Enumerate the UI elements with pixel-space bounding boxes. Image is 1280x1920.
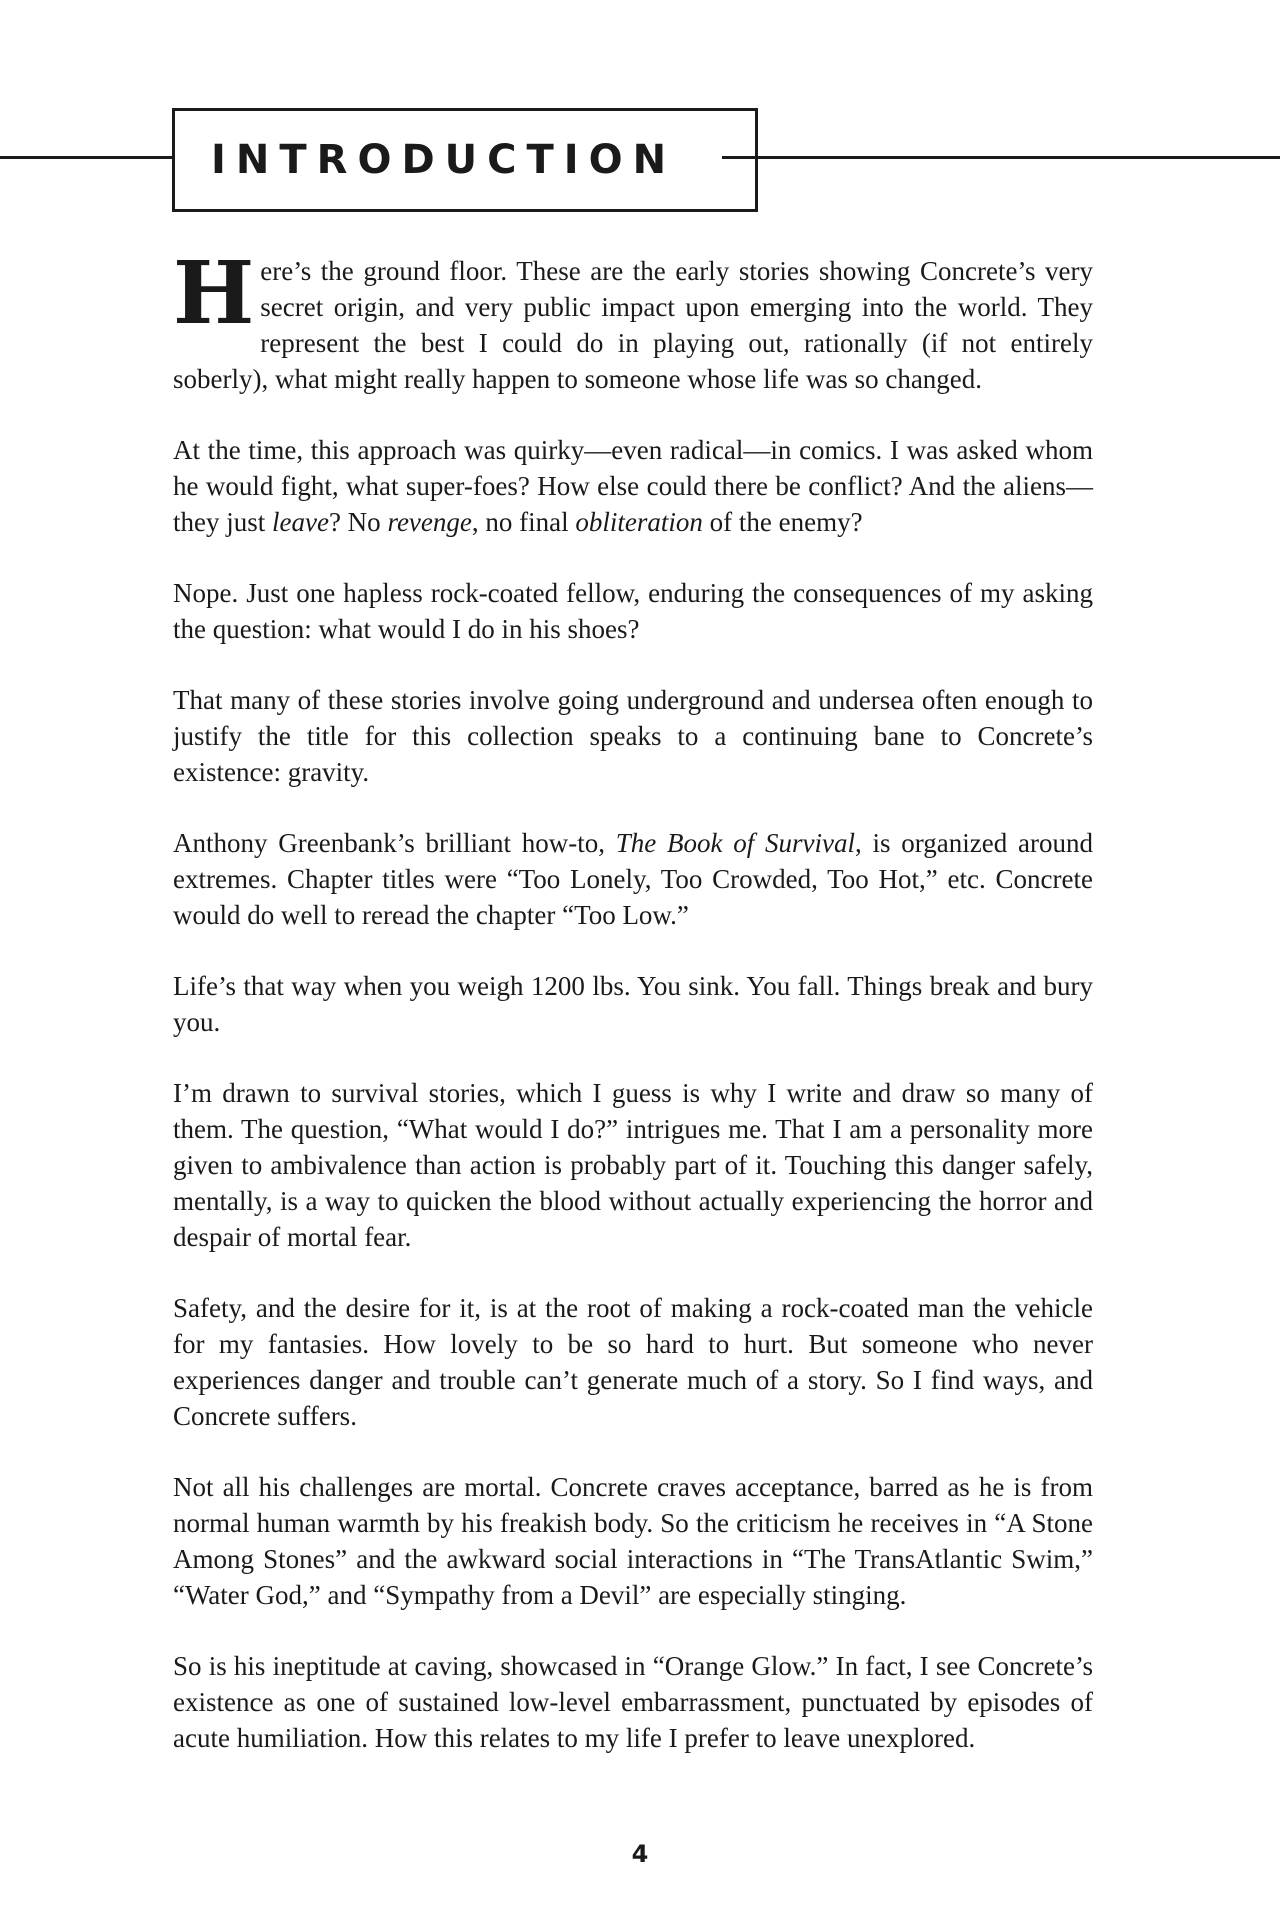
page-title: INTRODUCTION (211, 137, 677, 183)
paragraph-5-text-b: , is organized around extremes. Chapter titles were “Too Lonely, Too Crowded, Too Hot,” etc. Concrete would do well to reread the chapter “Too Low.” (173, 828, 1093, 930)
header-rule-left (0, 156, 172, 159)
paragraph-1 (173, 243, 1093, 397)
paragraph-4: That many of these stories involve going underground and undersea often enough to justify the title for this collection speaks to a continuing bane to Concrete’s existence: gravity. (173, 685, 1093, 787)
paragraph-2-text-a: At the time, this approach was quirky—even radical—in comics. I was asked whom he would fight, what super-foes? How else could there be conflict? And the aliens—they just (173, 435, 1093, 537)
paragraph-3: Nope. Just one hapless rock-coated fellow, enduring the consequences of my asking the question: what would I do in his shoes? (173, 578, 1093, 644)
paragraph-9: Not all his challenges are mortal. Concrete craves acceptance, barred as he is from normal human warmth by his freakish body. So the criticism he receives in “A Stone Among Stones” and the awkward social interactions in “The TransAtlantic Swim,” “Water God,” and “Sympathy from a Devil” are especially stinging. (173, 1472, 1093, 1610)
paragraph-5 (173, 825, 1093, 933)
paragraph-2-text-c: , no final (471, 507, 576, 537)
book-title: The Book of Survival (615, 828, 855, 858)
body-text (173, 243, 1093, 1791)
emphasis-obliteration: obliteration (575, 507, 703, 537)
emphasis-leave: leave (272, 507, 329, 537)
paragraph-2 (173, 432, 1093, 540)
paragraph-6: Life’s that way when you weigh 1200 lbs. You sink. You fall. Things break and bury you. (173, 971, 1093, 1037)
emphasis-revenge: revenge (387, 507, 472, 537)
page-number: 4 (631, 1840, 649, 1868)
drop-cap: H (173, 243, 255, 344)
paragraph-5-text-a: Anthony Greenbank’s brilliant how-to, (173, 828, 616, 858)
header-rule-right (722, 156, 1280, 159)
paragraph-2-text-d: of the enemy? (702, 507, 863, 537)
paragraph-7: I’m drawn to survival stories, which I guess is why I write and draw so many of them. The question, “What would I do?” intrigues me. That I am a personality more given to ambivalence than action is probably part of it. Touching this danger safely, mentally, is a way to quicken the blood without actually experiencing the horror and despair of mortal fear. (173, 1078, 1093, 1252)
paragraph-1-text: ere’s the ground floor. These are the early stories showing Concrete’s very secret origin, and very public impact upon emerging into the world. They represent the best I could do in playing out, rationally (if not entirely soberly), what might really happen to someone whose life was so changed. (173, 256, 1093, 394)
paragraph-8: Safety, and the desire for it, is at the root of making a rock-coated man the vehicle for my fantasies. How lovely to be so hard to hurt. But someone who never experiences danger and trouble can’t generate much of a story. So I find ways, and Concrete suffers. (173, 1293, 1093, 1431)
paragraph-10: So is his ineptitude at caving, showcased in “Orange Glow.” In fact, I see Concrete’s existence as one of sustained low-level embarrassment, punctuated by episodes of acute humiliation. How this relates to my life I prefer to leave unexplored. (173, 1651, 1093, 1753)
title-box (172, 108, 758, 212)
paragraph-2-text-b: ? No (328, 507, 388, 537)
